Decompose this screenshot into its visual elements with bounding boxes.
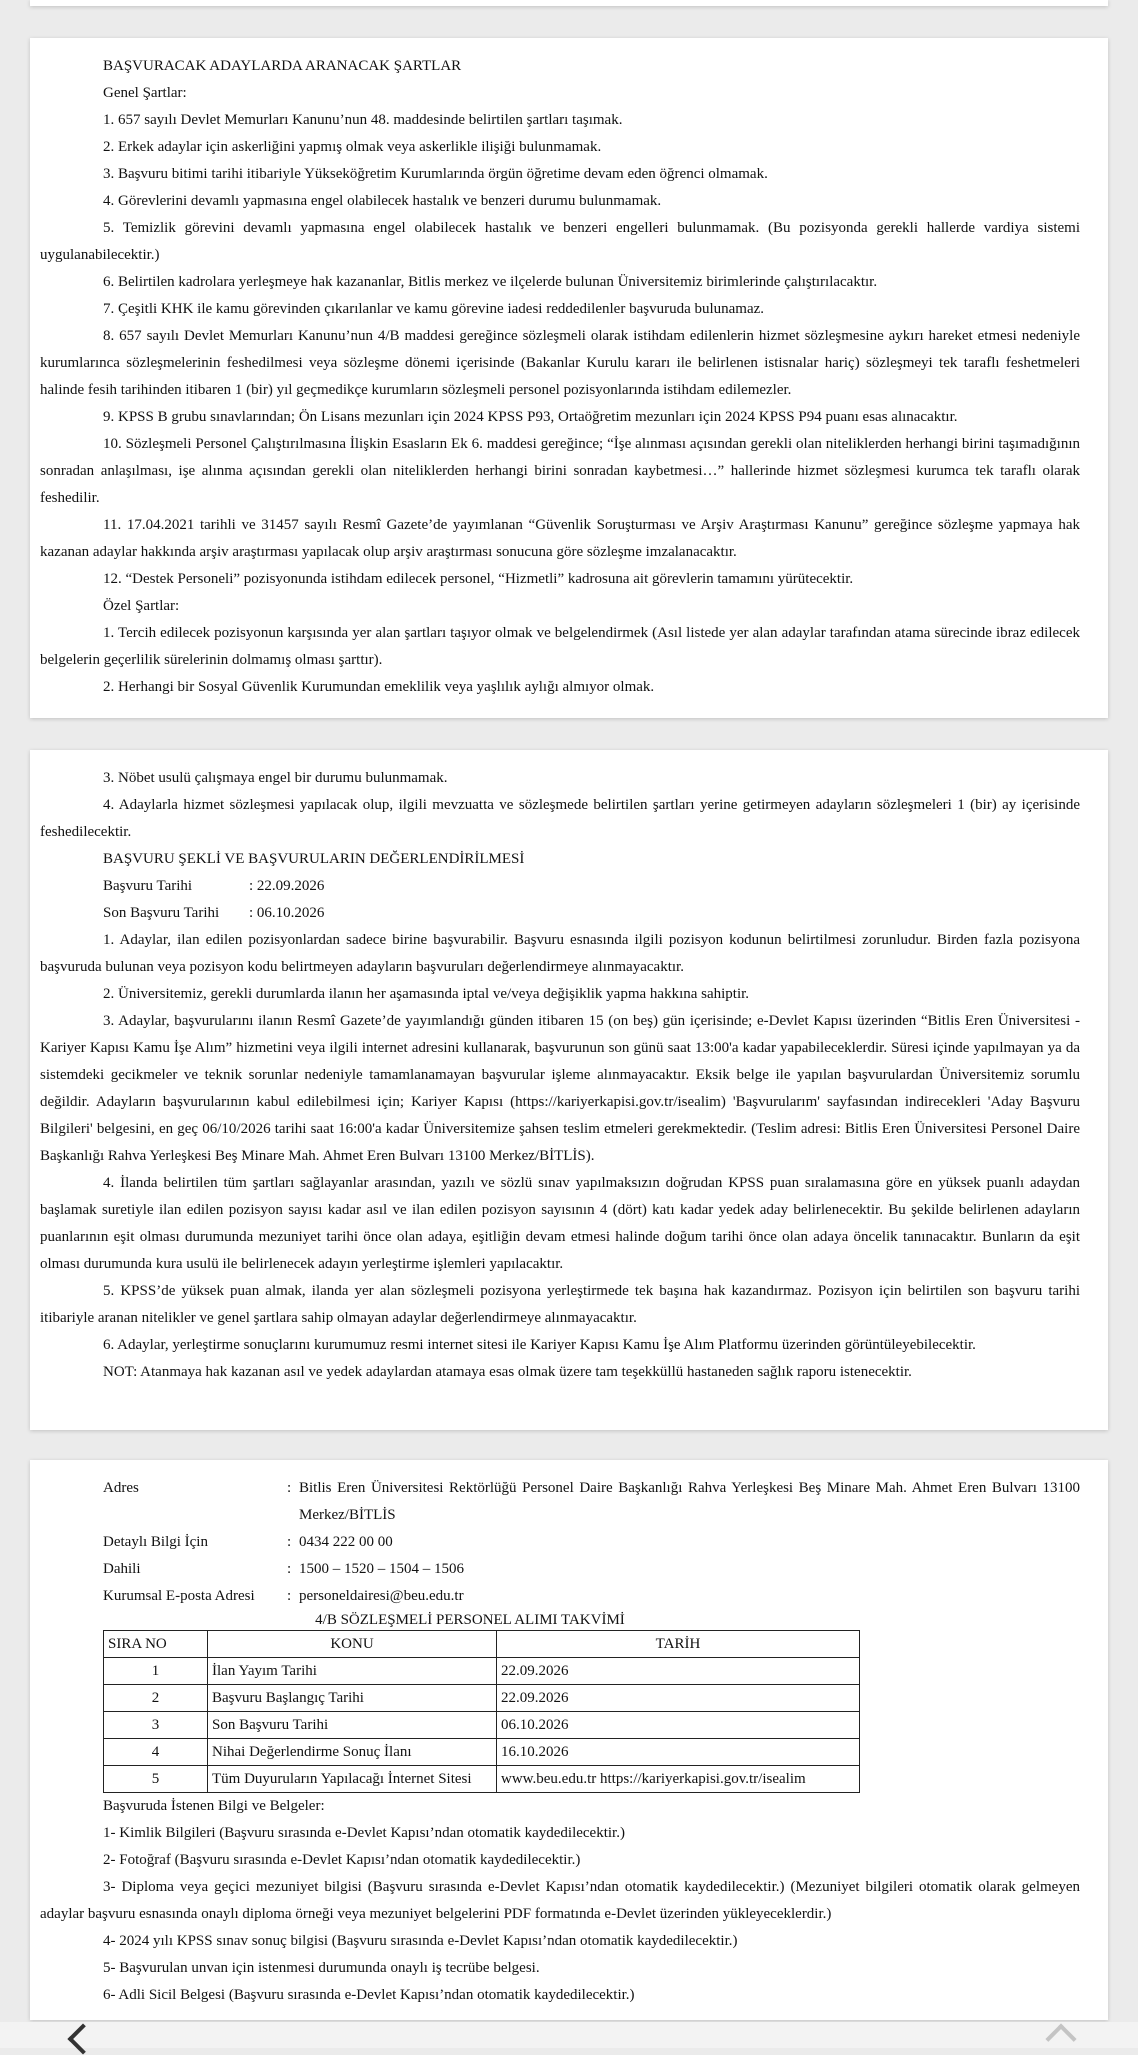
table-row [104,1739,860,1766]
application-note: NOT: Atanmaya hak kazanan asıl ve yedek adaylardan atamaya esas olmak üzere tam teşekküllü hastaneden sağlık raporu istenecektir. [103,1364,912,1380]
section-heading-application: BAŞVURU ŞEKLİ VE BAŞVURULARIN DEĞERLENDİRİLMESİ [103,851,525,867]
calendar-table [103,1630,860,1793]
contact-label: Kurumsal E-posta Adresi [103,1588,255,1604]
general-item: 4. Görevlerini devamlı yapmasına engel olabilecek hastalık ve benzeri durumu bulunmamak. [103,193,662,209]
contact-value: 0434 222 00 00 [299,1534,393,1550]
section-heading-requirements: BAŞVURACAK ADAYLARDA ARANACAK ŞARTLAR [103,58,462,74]
general-item: 6. Belirtilen kadrolara yerleşmeye hak kazananlar, Bitlis merkez ve ilçelerde bulunan Üniversitemiz birimlerinde çalıştırılacaktır. [103,274,878,290]
table-cell: Başvuru Başlangıç Tarihi [208,1685,497,1712]
contact-value: Bitlis Eren Üniversitesi Rektörlüğü Personel Daire Başkanlığı Rahva Yerleşkesi Beş Minare Mah. Ahmet Eren Bulvarı 13100 Merkez/BİTLİS [299,1480,1080,1523]
application-item: 6. Adaylar, yerleştirme sonuçlarını kurumumuz resmi internet sitesi ile Kariyer Kapısı Kamu İşe Alım Platformu üzerinden görüntüleyebilecektir. [103,1337,976,1353]
special-item: 4. Adaylarla hizmet sözleşmesi yapılacak olup, ilgili mevzuatta ve sözleşmede belirtilen şartları yerine getirmeyen adayların sözleşmeleri 1 (bir) ay içerisinde feshedilecektir. [40,797,1080,840]
general-item: 8. 657 sayılı Devlet Memurları Kanunu’nun 4/B maddesi gereğince sözleşmeli olarak istihdam edilenlerin hizmet sözleşmesine aykırı hareket etmesi nedeniyle kurumlarınca sözleşmelerinin feshedilmesi veya sözleşme dönemi içerisinde (Bakanlar Kurulu kararı ile belirlenen istisnalar hariç) sözleşmeyi tek taraflı feshetmeleri halinde fesih tarihinden itibaren 1 (bir) yıl geçmedikçe kurumların sözleşmeli personel pozisyonlarında istihdam edilemezler. [40,328,1080,398]
application-item: 1. Adaylar, ilan edilen pozisyonlardan sadece birine başvurabilir. Başvuru esnasında ilgili pozisyon kodunun belirtilmesi zorunludur. Birden fazla pozisyona başvuruda bulunan veya pozisyon kodu belirtmeyen adayların başvuruları değerlendirmeye alınmayacaktır. [40,932,1080,975]
general-item: 12. “Destek Personeli” pozisyonunda istihdam edilecek personel, “Hizmetli” kadrosuna ait görevlerin tamamını yürütecektir. [103,571,854,587]
contact-value: 1500 – 1520 – 1504 – 1506 [299,1561,464,1577]
application-item: 3. Adaylar, başvurularını ilanın Resmî Gazete’de yayımlandığı günden itibaren 15 (on beş) gün içerisinde; e-Devlet Kapısı üzerinden “Bitlis Eren Üniversitesi - Kariyer Kapısı Kamu İşe Alım” hizmetini veya ilgili internet adresini kullanarak, başvurunun son günü saat 13:00'a kadar yapabileceklerdir. Süresi içinde yapılmayan ya da sistemdeki gecikmeler ve teknik sorunlar nedeniyle tamamlanamayan başvurular işleme alınmayacaktır. Eksik belge ile yapılan başvurulardan Üniversitemiz sorumlu değildir. Adayların başvurularının kabul edilebilmesi için; Kariyer Kapısı (https://kariyerkapisi.gov.tr/isealim) 'Başvurularım' sayfasından indirecekleri 'Aday Başvuru Bilgileri' belgesini, en geç 06/10/2026 tarihi saat 16:00'a kadar Üniversitemize şahsen teslim etmeleri gerekmektedir. (Teslim adresi: Bitlis Eren Üniversitesi Personel Daire Başkanlığı Rahva Yerleşkesi Beş Minare Mah. Ahmet Eren Bulvarı 13100 Merkez/BİTLİS). [40,1013,1080,1164]
application-date-value: : 22.09.2026 [249,878,325,894]
page-card-1 [30,38,1108,718]
document-item: 2- Fotoğraf (Başvuru sırasında e-Devlet Kapısı’ndan otomatik kaydedilecektir.) [103,1852,581,1868]
application-item: 2. Üniversitemiz, gerekli durumlarda ilanın her aşamasında iptal ve/veya değişiklik yapma hakkına sahiptir. [103,986,750,1002]
general-item: 11. 17.04.2021 tarihli ve 31457 sayılı Resmî Gazete’de yayımlanan “Güvenlik Soruşturması ve Arşiv Araştırması Kanunu” gereğince sözleşme yapmaya hak kazanan adaylar hakkında arşiv araştırması yapılacak olup arşiv araştırması sonucuna göre sözleşme imzalanacaktır. [40,517,1080,560]
special-requirements-label: Özel Şartlar: [103,598,180,614]
contact-label: Adres [103,1480,139,1496]
table-row [104,1658,860,1685]
deadline-date-label: Son Başvuru Tarihi [103,905,220,921]
table-header: TARİH [497,1631,860,1658]
page-card-3 [30,1460,1108,2020]
table-cell: 16.10.2026 [497,1739,860,1766]
general-item: 2. Erkek adaylar için askerliğini yapmış olmak veya askerlikle ilişiği bulunmamak. [103,139,602,155]
contact-label: Detaylı Bilgi İçin [103,1534,208,1550]
table-cell: Son Başvuru Tarihi [208,1712,497,1739]
general-item: 7. Çeşitli KHK ile kamu görevinden çıkarılanlar ve kamu görevine iadesi reddedilenler başvuruda bulunamaz. [103,301,765,317]
special-item: 3. Nöbet usulü çalışmaya engel bir durumu bulunmamak. [103,770,448,786]
table-cell: 06.10.2026 [497,1712,860,1739]
contact-email-row: Kurumsal E-posta Adresi : personeldairesi@beu.edu.tr [40,1583,1080,1610]
application-item: 4. İlanda belirtilen tüm şartları sağlayanlar arasından, yazılı ve sözlü sınav yapılmaksızın doğrudan KPSS puan sıralamasına göre en yüksek puanlı adaydan başlamak suretiyle ilan edilen pozisyon sayısı kadar asıl ve ilan edilen pozisyon sayısının 4 (dört) katı kadar yedek aday belirlenecektir. Bu şekilde belirlenen adayların puanlarının eşit olması durumunda mezuniyet tarihi önce olan adaya, eşitliğin devam etmesi halinde doğum tarihi önce olan adaya öncelik tanınacaktır. Bunların da eşit olması durumunda kura usulü ile belirlenecek adayın yerleştirme işlemleri yapılacaktır. [40,1175,1080,1272]
document-item: 5- Başvurulan unvan için istenmesi durumunda onaylı iş tecrübe belgesi. [103,1960,540,1976]
general-item: 10. Sözleşmeli Personel Çalıştırılmasına İlişkin Esasların Ek 6. maddesi gereğince; “İşe alınması açısından gerekli olan niteliklerden herhangi birini taşımadığının sonradan anlaşılması, işe alınma açısından gerekli olan niteliklerden herhangi birini sonradan kaybetmesi…” hallerinde hizmet sözleşmesi kurumca tek taraflı olarak feshedilir. [40,436,1080,506]
table-cell: 4 [104,1739,208,1766]
contact-address-row: Adres : Bitlis Eren Üniversitesi Rektörlüğü Personel Daire Başkanlığı Rahva Yerleşkesi Beş Minare Mah. Ahmet Eren Bulvarı 13100 Merkez/BİTLİS [40,1475,1080,1529]
contact-extension-row: Dahili : 1500 – 1520 – 1504 – 1506 [40,1556,1080,1583]
page-card-2 [30,750,1108,1430]
application-date-label: Başvuru Tarihi [103,878,193,894]
documents-label: Başvuruda İstenen Bilgi ve Belgeler: [103,1798,325,1814]
table-cell: Nihai Değerlendirme Sonuç İlanı [208,1739,497,1766]
general-item: 1. 657 sayılı Devlet Memurları Kanunu’nun 48. maddesinde belirtilen şartları taşımak. [103,112,623,128]
contact-label: Dahili [103,1561,141,1577]
general-item: 3. Başvuru bitimi tarihi itibariyle Yükseköğretim Kurumlarında örgün öğretime devam eden öğrenci olmamak. [103,166,768,182]
table-row [104,1685,860,1712]
document-item: 6- Adli Sicil Belgesi (Başvuru sırasında e-Devlet Kapısı’ndan otomatik kaydedilecektir.) [103,1987,635,2003]
document-item: 3- Diploma veya geçici mezuniyet bilgisi (Başvuru sırasında e-Devlet Kapısı’ndan otomatik kaydedilecektir.) (Mezuniyet bilgileri otomatik olarak gelmeyen adaylar başvuru esnasında onaylı diploma örneği veya mezuniyet belgelerini PDF formatında e-Devlet üzerinden yükleyeceklerdir.) [40,1879,1080,1922]
contact-email-value[interactable]: personeldairesi@beu.edu.tr [299,1588,464,1604]
table-header-row [104,1631,860,1658]
calendar-table-title: 4/B SÖZLEŞMELİ PERSONEL ALIMI TAKVİMİ [315,1612,625,1628]
general-item: 9. KPSS B grubu sınavlarından; Ön Lisans mezunları için 2024 KPSS P93, Ortaöğretim mezunları için 2024 KPSS P94 puanı esas alınacaktır. [103,409,958,425]
special-item: 1. Tercih edilecek pozisyonun karşısında yer alan şartları taşıyor olmak ve belgelendirmek (Asıl listede yer alan adaylar tarafından atama sürecinde ibraz edilecek belgelerin geçerlilik sürelerinin dolmamış olması şarttır). [40,625,1080,668]
table-cell: 3 [104,1712,208,1739]
previous-page-edge [30,0,1108,6]
general-requirements-label: Genel Şartlar: [103,85,187,101]
table-cell: 22.09.2026 [497,1658,860,1685]
application-item: 5. KPSS’de yüksek puan almak, ilanda yer alan sözleşmeli pozisyona yerleştirmede tek başına hak kazandırmaz. Pozisyon için belirtilen son başvuru tarihi itibariyle aranan nitelikler ve genel şartlara sahip olmayan adaylar değerlendirmeye alınmayacaktır. [40,1283,1080,1326]
table-cell: 5 [104,1766,208,1793]
document-item: 4- 2024 yılı KPSS sınav sonuç bilgisi (Başvuru sırasında e-Devlet Kapısı’ndan otomatik kaydedilecektir.) [103,1933,738,1949]
deadline-date-value: : 06.10.2026 [249,905,325,921]
table-row [104,1766,860,1793]
table-cell: 22.09.2026 [497,1685,860,1712]
table-cell: 2 [104,1685,208,1712]
table-cell-links[interactable]: www.beu.edu.tr https://kariyerkapisi.gov.tr/isealim [497,1766,860,1793]
table-cell: Tüm Duyuruların Yapılacağı İnternet Sitesi [208,1766,497,1793]
table-cell: İlan Yayım Tarihi [208,1658,497,1685]
special-item: 2. Herhangi bir Sosyal Güvenlik Kurumundan emeklilik veya yaşlılık aylığı almıyor olmak. [103,679,655,695]
table-row [104,1712,860,1739]
table-header: KONU [208,1631,497,1658]
deadline-date-row [40,900,1080,927]
application-date-row [40,873,1080,900]
table-cell: 1 [104,1658,208,1685]
document-item: 1- Kimlik Bilgileri (Başvuru sırasında e-Devlet Kapısı’ndan otomatik kaydedilecektir.) [103,1825,625,1841]
contact-phone-row: Detaylı Bilgi İçin : 0434 222 00 00 [40,1529,1080,1556]
general-item: 5. Temizlik görevini devamlı yapmasına engel olabilecek hastalık ve benzeri engelleri bulunmamak. (Bu pozisyonda gerekli hallerde vardiya sistemi uygulanabilecektir.) [40,220,1080,263]
table-header: SIRA NO [104,1631,208,1658]
bottom-navigation-bar [0,2022,1138,2048]
